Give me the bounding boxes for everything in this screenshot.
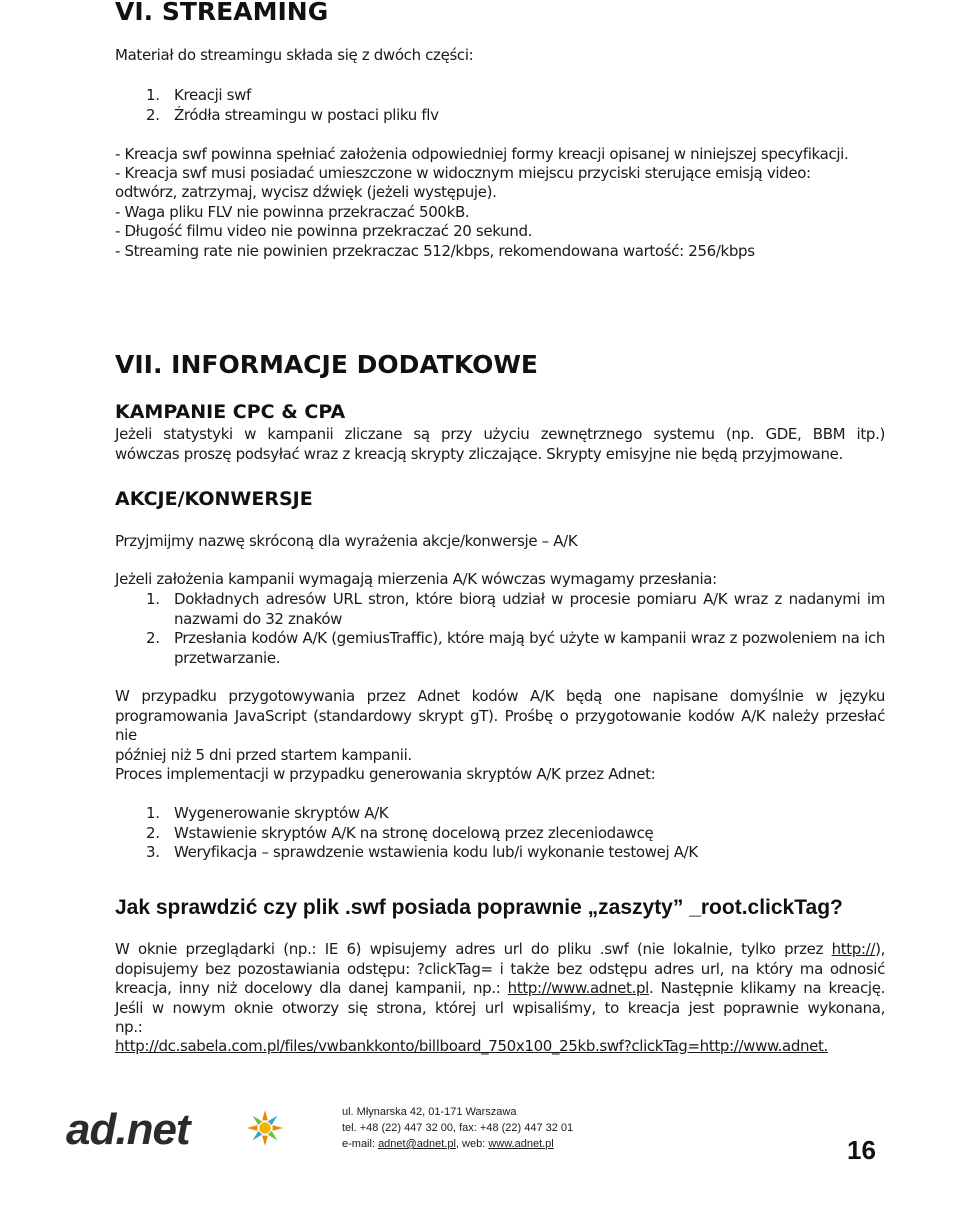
process-step-number: 1. <box>146 804 160 822</box>
page-number: 16 <box>847 1135 876 1165</box>
section-title-info: VII. INFORMACJE DODATKOWE <box>115 350 538 379</box>
requirement-line: nazwami do 32 znaków <box>174 609 343 628</box>
process-step-number: 3. <box>146 843 160 861</box>
web-link[interactable]: www.adnet.pl <box>488 1138 554 1150</box>
http-link[interactable]: http:// <box>831 940 876 958</box>
requirement-line: Przesłania kodów A/K (gemiusTraffic), które mają być użyte w kampanii wraz z pozwoleniem na ich <box>174 629 885 647</box>
process-step-text: Wstawienie skryptów A/K na stronę docelową przez zleceniodawcę <box>174 824 654 842</box>
adnet-logo <box>66 1105 296 1155</box>
adnet-link[interactable]: http://www.adnet.pl <box>507 979 649 997</box>
cpc-line: Jeżeli statystyki w kampanii zliczane są przy użyciu zewnętrznego systemu (np. GDE, BBM itp.) <box>115 425 885 443</box>
streaming-rule: - Streaming rate nie powinien przekraczac 512/kbps, rekomendowana wartość: 256/kbps <box>115 242 755 260</box>
requirement-line: Dokładnych adresów URL stron, które biorą udział w procesie pomiaru A/K wraz z nadanymi im <box>174 590 885 608</box>
email-label: e-mail: <box>342 1138 379 1150</box>
cpc-line: wówczas proszę podsyłać wraz z kreacją skrypty zliczające. Skrypty emisyjne nie będą przyjmowane. <box>115 444 843 463</box>
clicktag-line: dopisujemy bez pozostawiania odstępu: ?clickTag= i także bez odstępu adres url, na który ma odnosić <box>115 959 885 978</box>
akcje-heading: AKCJE/KONWERSJE <box>115 488 313 510</box>
cpc-heading: KAMPANIE CPC & CPA <box>115 401 346 423</box>
footer-address: ul. Młynarska 42, 01-171 Warszawa <box>342 1106 517 1118</box>
requirements-intro: Jeżeli założenia kampanii wymagają mierzenia A/K wówczas wymagamy przesłania: <box>115 570 717 588</box>
clicktag-line <box>115 940 885 960</box>
requirement-number: 2. <box>146 629 160 647</box>
email-link[interactable]: adnet@adnet.pl <box>378 1138 456 1150</box>
clicktag-text: ), <box>875 940 885 958</box>
adnet-line: W przypadku przygotowywania przez Adnet kodów A/K będą one napisane domyślnie w języku <box>115 687 885 705</box>
streaming-rule: - Kreacja swf musi posiadać umieszczone w widocznym miejscu przyciski sterujące emisją video: <box>115 164 811 182</box>
streaming-intro: Materiał do streamingu składa się z dwóch części: <box>115 46 474 64</box>
example-url-link[interactable]: http://dc.sabela.com.pl/files/vwbankkonto/billboard_750x100_25kb.swf?clickTag=http://www.adnet. <box>115 1037 828 1055</box>
streaming-rule: - Waga pliku FLV nie powinna przekraczać 500kB. <box>115 203 470 221</box>
adnet-paragraph <box>115 687 885 765</box>
footer-phone: tel. +48 (22) 447 32 00, fax: +48 (22) 447 32 01 <box>342 1122 574 1134</box>
akcje-abbrev: Przyjmijmy nazwę skróconą dla wyrażenia akcje/konwersje – A/K <box>115 532 578 550</box>
web-label: , web: <box>455 1138 489 1150</box>
requirement-item <box>174 590 885 629</box>
process-step-text: Wygenerowanie skryptów A/K <box>174 804 389 822</box>
streaming-rule: - Długość filmu video nie powinna przekraczać 20 sekund. <box>115 222 533 240</box>
logo-wordmark: ad.net <box>66 1105 190 1154</box>
process-intro: Proces implementacji w przypadku generowania skryptów A/K przez Adnet: <box>115 765 656 783</box>
clicktag-line: Jeśli w nowym oknie otworzy się strona, której url wpisaliśmy, to kreacja jest poprawnie wykonana, <box>115 998 885 1017</box>
clicktag-text: W oknie przeglądarki (np.: IE 6) wpisujemy adres url do pliku .swf (nie lokalnie, tylko przez <box>115 940 832 958</box>
part-text: Źródła streamingu w postaci pliku flv <box>174 106 439 124</box>
clicktag-text: kreacja, inny niż docelowy dla danej kampanii, np.: <box>115 979 508 997</box>
adnet-line: później niż 5 dni przed startem kampanii. <box>115 745 412 764</box>
part-number: 1. <box>146 86 160 104</box>
streaming-rule: - Kreacja swf powinna spełniać założenia odpowiedniej formy kreacji opisanej w niniejszej specyfikacji. <box>115 145 849 163</box>
clicktag-text: . Następnie klikamy na kreację. <box>648 979 885 997</box>
logo-sun-icon <box>246 1109 284 1147</box>
adnet-line: programowania JavaScript (standardowy skrypt gT). Prośbę o przygotowanie kodów A/K należy przesłać nie <box>115 706 885 744</box>
cpc-paragraph <box>115 425 885 464</box>
part-text: Kreacji swf <box>174 86 251 104</box>
section-title-streaming: VI. STREAMING <box>115 0 329 26</box>
footer-contact <box>342 1136 554 1153</box>
requirement-line: przetwarzanie. <box>174 648 281 667</box>
clicktag-line: np.: <box>115 1018 143 1036</box>
process-step-text: Weryfikacja – sprawdzenie wstawienia kodu lub/i wykonanie testowej A/K <box>174 843 698 861</box>
clicktag-line <box>115 979 885 999</box>
process-step-number: 2. <box>146 824 160 842</box>
requirement-number: 1. <box>146 590 160 608</box>
streaming-rule: odtwórz, zatrzymaj, wycisz dźwięk (jeżeli występuje). <box>115 183 497 201</box>
clicktag-paragraph <box>115 940 885 1038</box>
clicktag-heading: Jak sprawdzić czy plik .swf posiada poprawnie „zaszyty” _root.clickTag? <box>115 896 843 919</box>
part-number: 2. <box>146 106 160 124</box>
requirement-item <box>174 629 885 668</box>
